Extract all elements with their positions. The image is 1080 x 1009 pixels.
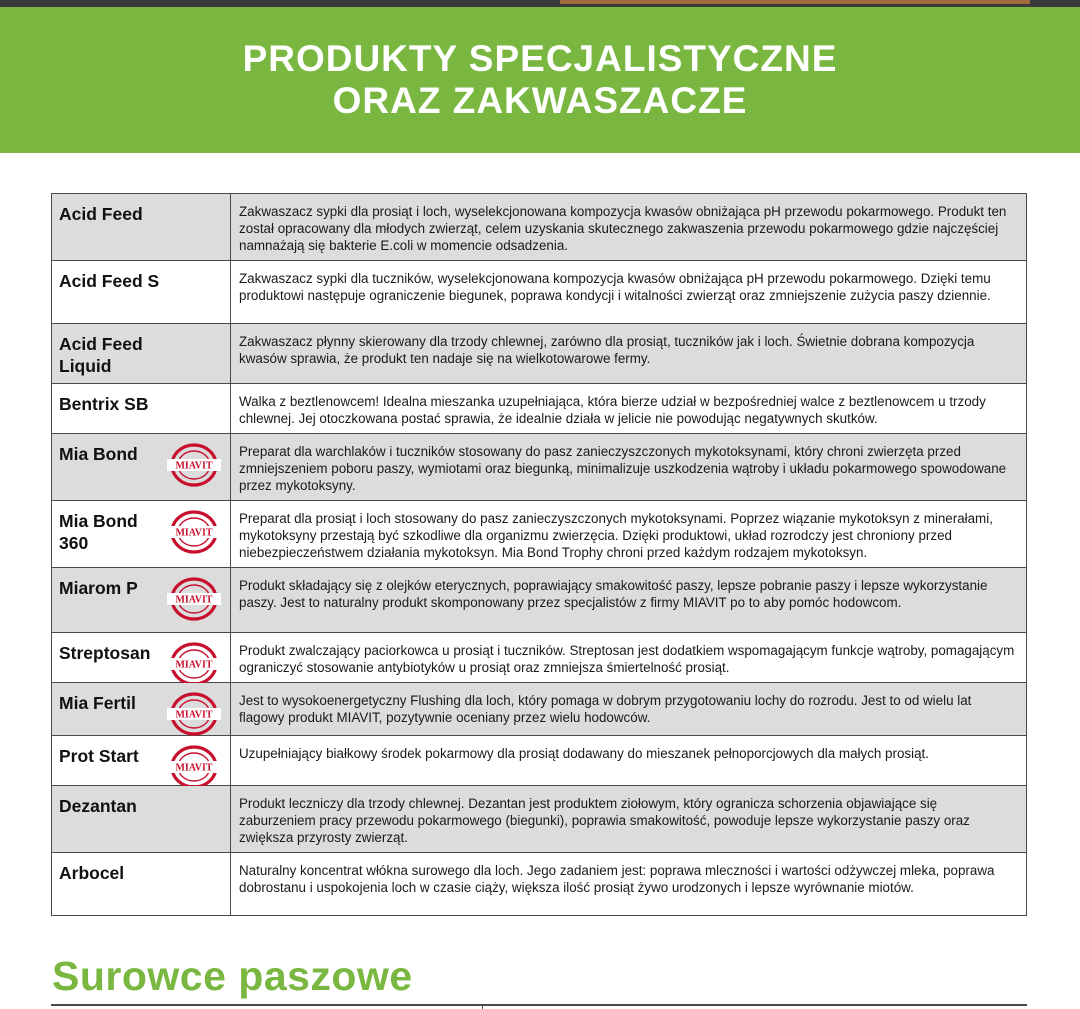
- bottom-divider-line: [51, 1004, 1027, 1006]
- product-name-cell: [52, 194, 231, 261]
- product-row: [52, 786, 1027, 853]
- product-name: Prot Start: [59, 746, 139, 766]
- product-name-cell: [52, 261, 231, 324]
- product-name: Streptosan: [59, 643, 151, 663]
- products-table: [51, 193, 1027, 916]
- product-name: Bentrix SB: [59, 394, 149, 414]
- product-name: Mia Bond: [59, 444, 138, 464]
- product-name: Mia Fertil: [59, 693, 136, 713]
- miavit-logo-icon: [164, 576, 222, 622]
- bottom-column-divider: [482, 1004, 483, 1009]
- product-name: Acid Feed: [59, 204, 143, 224]
- product-name-cell: [52, 853, 231, 916]
- miavit-logo-text: MIAVIT: [175, 460, 213, 472]
- product-name-cell: [52, 434, 231, 501]
- miavit-logo-text: MIAVIT: [175, 659, 213, 671]
- product-row: [52, 633, 1027, 683]
- product-name-cell: [52, 683, 231, 736]
- product-description: Naturalny koncentrat włókna surowego dla loch. Jego zadaniem jest: poprawa mleczności i wartości odżywczej mleka, poprawa dobrostanu i uspokojenia loch w czasie ciąży, większa ilość prosiąt żywo urodzonych i lepsze wyrównanie miotów.: [231, 853, 1027, 916]
- product-row: [52, 683, 1027, 736]
- product-row: [52, 194, 1027, 261]
- product-description: Preparat dla warchlaków i tuczników stosowany do pasz zanieczyszczonych mykotoksynami, który chroni zwierzęta przed zmniejszeniem poboru paszy, wymiotami oraz biegunką, minimalizuje uszkodzenia wątroby i układu pokarmowego spowodowane przez mykotoksyny.: [231, 434, 1027, 501]
- product-description: Zakwaszacz sypki dla tuczników, wyselekcjonowana kompozycja kwasów obniżająca pH przewodu pokarmowego. Dzięki temu produktowi następuje ograniczenie biegunek, poprawa kondycji i witalności zwierząt oraz zmniejszenie zużycia paszy dziennie.: [231, 261, 1027, 324]
- miavit-logo-icon: [164, 691, 222, 737]
- product-description: Zakwaszacz sypki dla prosiąt i loch, wyselekcjonowana kompozycja kwasów obniżająca pH przewodu pokarmowego. Produkt ten został opracowany dla młodych zwierząt, celem uzyskania skutecznego zakwaszenia przewodu pokarmowego gdzie najczęściej namnażają się bakterie E.coli w momencie odsadzenia.: [231, 194, 1027, 261]
- miavit-logo-text: MIAVIT: [175, 594, 213, 606]
- product-description: Produkt leczniczy dla trzody chlewnej. Dezantan jest produktem ziołowym, który ogranicza schorzenia objawiające się zaburzeniem pracy przewodu pokarmowego (biegunki), poprawia smakowitość, powoduje lepsze wykorzystanie paszy oraz zwiększa przyrosty zwierząt.: [231, 786, 1027, 853]
- product-name-cell: [52, 633, 231, 683]
- header-title-line-2: ORAZ ZAKWASZACZE: [332, 80, 748, 121]
- product-description: Produkt zwalczający paciorkowca u prosiąt i tuczników. Streptosan jest dodatkiem wspomagającym funkcje wątroby, pomagającym ograniczyć stosowanie antybiotyków u prosiąt oraz zmniejsza śmiertelność prosiąt.: [231, 633, 1027, 683]
- product-description: Walka z beztlenowcem! Idealna mieszanka uzupełniająca, która bierze udział w bezpośredniej walce z beztlenowcem u trzody chlewnej. Jej otoczkowana postać sprawia, że idealnie działa w jelicie nie powodując negatywnych skutków.: [231, 384, 1027, 434]
- section-title: Surowce paszowe: [52, 953, 413, 999]
- product-name-cell: [52, 324, 231, 384]
- product-name: Miarom P: [59, 578, 138, 598]
- product-row: [52, 736, 1027, 786]
- miavit-logo-icon: [164, 641, 222, 687]
- product-name: Acid Feed Liquid: [59, 334, 143, 376]
- top-border-accent: [560, 0, 1030, 4]
- miavit-logo-icon: [164, 744, 222, 790]
- miavit-logo-text: MIAVIT: [175, 762, 213, 774]
- product-description: Preparat dla prosiąt i loch stosowany do pasz zanieczyszczonych mykotoksynami. Poprzez wiązanie mykotoksyn z minerałami, mykotoksyny przestają być szkodliwe dla organizmu zwierzęcia. Dzięki produktowi, układ rozrodczy jest chroniony przed niebezpieczeństwem działania mykotoksyn. Mia Bond Trophy chroni przed każdym rodzajem mykotoksyn.: [231, 501, 1027, 568]
- product-row: [52, 324, 1027, 384]
- product-name-cell: [52, 568, 231, 633]
- miavit-logo-icon: [164, 442, 222, 488]
- product-row: [52, 261, 1027, 324]
- product-name-cell: [52, 736, 231, 786]
- product-name-cell: [52, 501, 231, 568]
- product-row: [52, 434, 1027, 501]
- product-name-cell: [52, 384, 231, 434]
- product-name: Arbocel: [59, 863, 125, 883]
- product-name: Dezantan: [59, 796, 137, 816]
- product-description: Uzupełniający białkowy środek pokarmowy dla prosiąt dodawany do mieszanek pełnoporcjowych dla małych prosiąt.: [231, 736, 1027, 786]
- product-row: [52, 568, 1027, 633]
- miavit-logo-text: MIAVIT: [175, 527, 213, 539]
- product-row: [52, 853, 1027, 916]
- product-row: [52, 501, 1027, 568]
- product-name: Mia Bond 360: [59, 511, 138, 553]
- product-description: Zakwaszacz płynny skierowany dla trzody chlewnej, zarówno dla prosiąt, tuczników jak i loch. Świetnie dobrana kompozycja kwasów sprawia, że produkt ten nadaje się na wielkotowarowe fermy.: [231, 324, 1027, 384]
- product-name: Acid Feed S: [59, 271, 160, 291]
- miavit-logo-icon: [164, 509, 222, 555]
- miavit-logo-text: MIAVIT: [175, 709, 213, 721]
- product-row: [52, 384, 1027, 434]
- product-description: Jest to wysokoenergetyczny Flushing dla loch, który pomaga w dobrym przygotowaniu lochy do rozrodu. Jest to od wielu lat flagowy produkt MIAVIT, pozytywnie oceniany przez wielu hodowców.: [231, 683, 1027, 736]
- header-title-line-1: PRODUKTY SPECJALISTYCZNE: [242, 38, 838, 79]
- product-description: Produkt składający się z olejków eterycznych, poprawiający smakowitość paszy, lepsze pobranie paszy i lepsze wykorzystanie paszy. Jest to naturalny produkt skomponowany przez specjalistów z firmy MIAVIT po to aby pomóc hodowcom.: [231, 568, 1027, 633]
- product-name-cell: [52, 786, 231, 853]
- header-banner: [0, 7, 1080, 153]
